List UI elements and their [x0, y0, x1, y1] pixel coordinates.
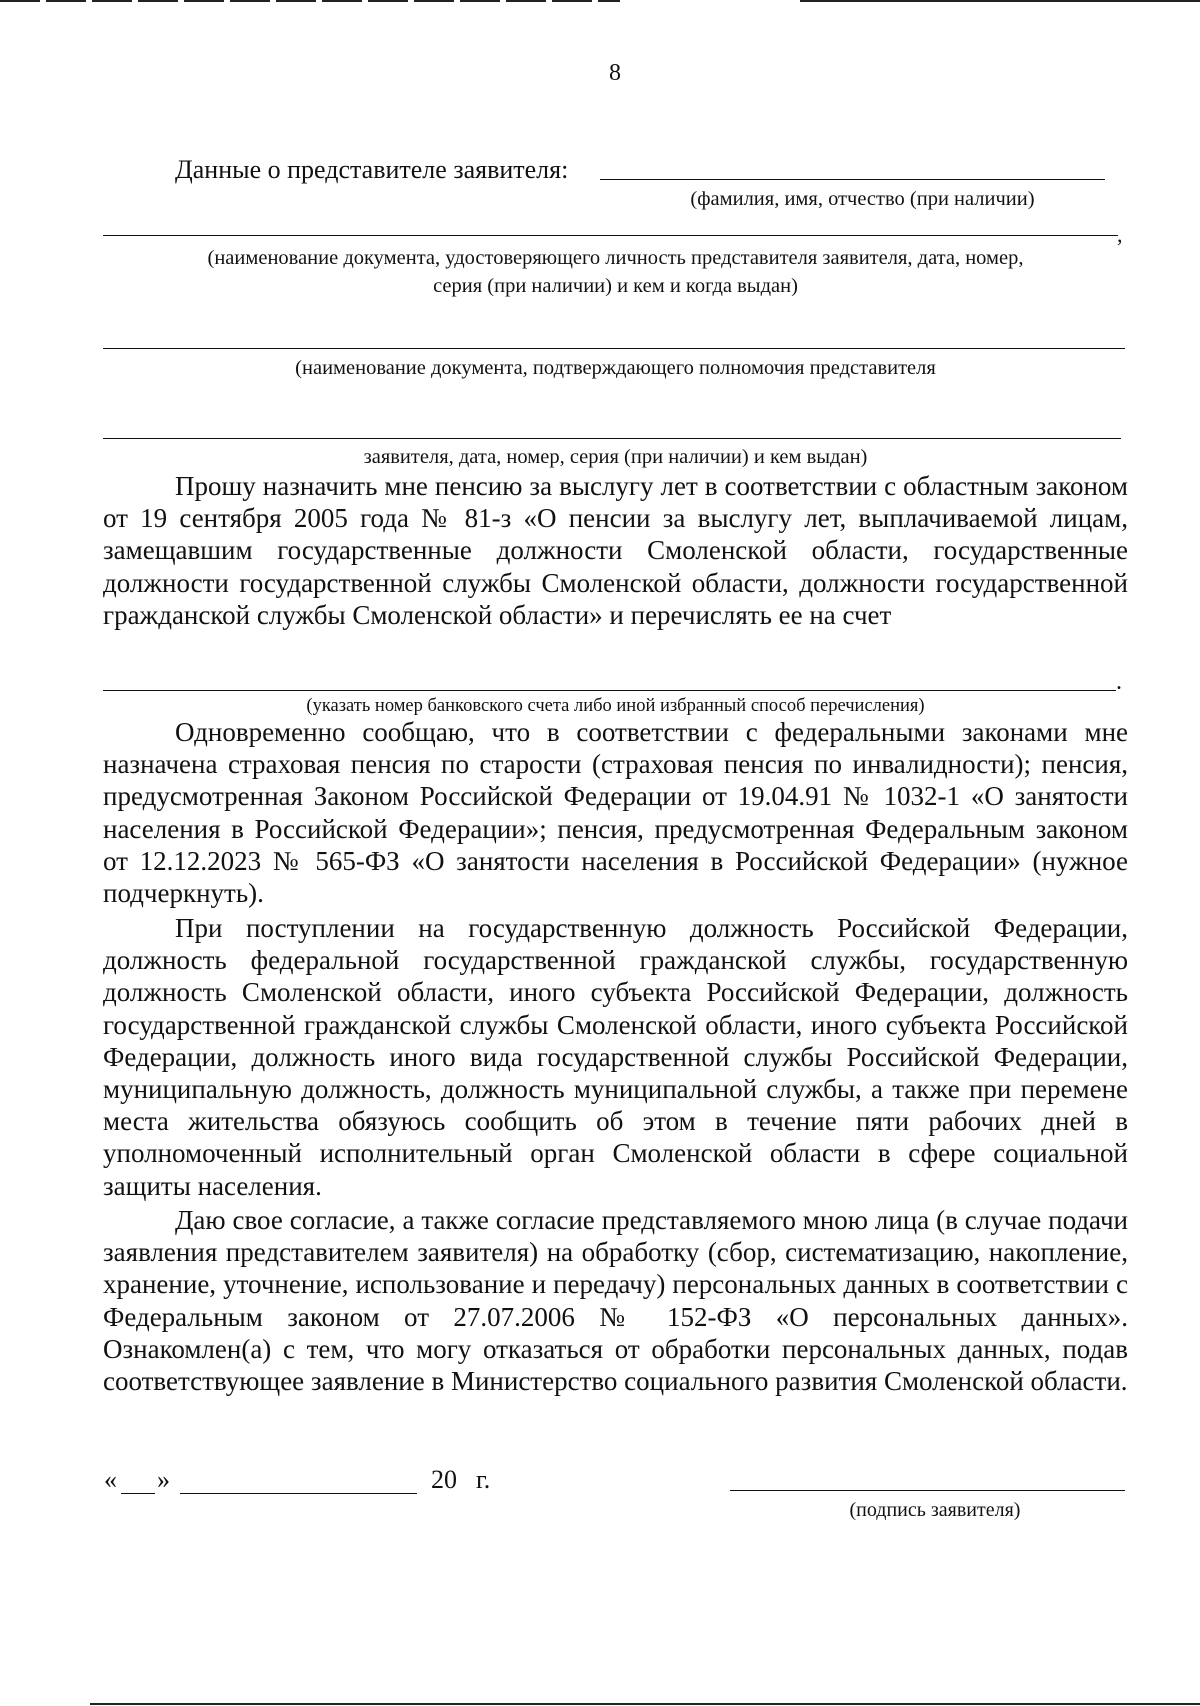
- account-caption: (указать номер банковского счета либо иной избранный способ перечисления): [306, 696, 925, 716]
- id-doc-caption-2: серия (при наличии) и кем и когда выдан): [433, 275, 798, 297]
- signature-line[interactable]: [730, 1490, 1125, 1491]
- id-line-end-mark: ,: [1117, 222, 1123, 247]
- page-number: 8: [609, 60, 621, 86]
- date-close-quote: »: [157, 1465, 170, 1494]
- scan-edge-bottom: [90, 1703, 1200, 1705]
- authority-document-line[interactable]: [103, 348, 1125, 349]
- date-day-line[interactable]: [121, 1493, 155, 1494]
- obligation-paragraph: При поступлении на государственную должность Российской Федерации, должность федеральной государственной гражданской службы, государственную должность Смоленской области, иного субъекта Российской Федерации, должность государственной гражданской службы Смоленской области, иного субъекта Российской Федерации, должность иного вида государственной службы Российской Федерации, муниципальную должность, должность муниципальной службы, а также при перемене места жительства обязуюсь сообщить об этом в течение пяти рабочих дней в уполномоченный исполнительный орган Смоленской области в сфере социальной защиты населения.: [103, 913, 1128, 1201]
- representative-label: Данные о представителе заявителя:: [175, 155, 569, 184]
- request-paragraph: Прошу назначить мне пенсию за выслугу лет в соответствии с областным законом от 19 сентября 2005 года № 81-з «О пенсии за выслугу лет, выплачиваемой лицам, замещавшим государственные должности Смоленской области, государственные должности государственной службы Смоленской области, должности государственной гражданской службы Смоленской области» и перечислять ее на счет: [103, 471, 1128, 630]
- date-month-line[interactable]: [180, 1493, 417, 1494]
- id-doc-caption-1: (наименование документа, удостоверяющего личность представителя заявителя, дата, номер,: [207, 247, 1024, 269]
- fio-caption: (фамилия, имя, отчество (при наличии): [690, 188, 1035, 210]
- scan-edge-top-right: [800, 0, 1200, 2]
- date-open-quote: «: [104, 1465, 117, 1494]
- authority-caption-1: (наименование документа, подтверждающего полномочия представителя: [295, 357, 936, 379]
- representative-fio-line[interactable]: [600, 179, 1105, 180]
- scan-edge-top: [0, 0, 620, 2]
- id-document-line[interactable]: [103, 235, 1118, 236]
- account-line-end-mark: .: [1116, 669, 1122, 695]
- date-year: 20: [431, 1465, 457, 1494]
- consent-paragraph: Даю свое согласие, а также согласие представляемого мною лица (в случае подачи заявления представителем заявителя) на обработку (сбор, систематизацию, накопление, хранение, уточнение, использование и передачу) персональных данных в соответствии с Федеральным законом от 27.07.2006 № 152-ФЗ «О персональных данных». Ознакомлен(а) с тем, что могу отказаться от обработки персональных данных, подав соответствующее заявление в Министерство социального развития Смоленской области.: [103, 1205, 1128, 1397]
- notice-paragraph: Одновременно сообщаю, что в соответствии с федеральными законами мне назначена страховая пенсия по старости (страховая пенсия по инвалидности); пенсия, предусмотренная Законом Российской Федерации от 19.04.91 № 1032-1 «О занятости населения в Российской Федерации»; пенсия, предусмотренная Федеральным законом от 12.12.2023 № 565-ФЗ «О занятости населения в Российской Федерации» (нужное подчеркнуть).: [103, 717, 1128, 909]
- authority-document-line-2[interactable]: [103, 438, 1121, 439]
- authority-caption-2: заявителя, дата, номер, серия (при наличии) и кем выдан): [363, 446, 868, 468]
- date-year-suffix: г.: [476, 1465, 491, 1494]
- signature-caption: (подпись заявителя): [849, 1499, 1021, 1521]
